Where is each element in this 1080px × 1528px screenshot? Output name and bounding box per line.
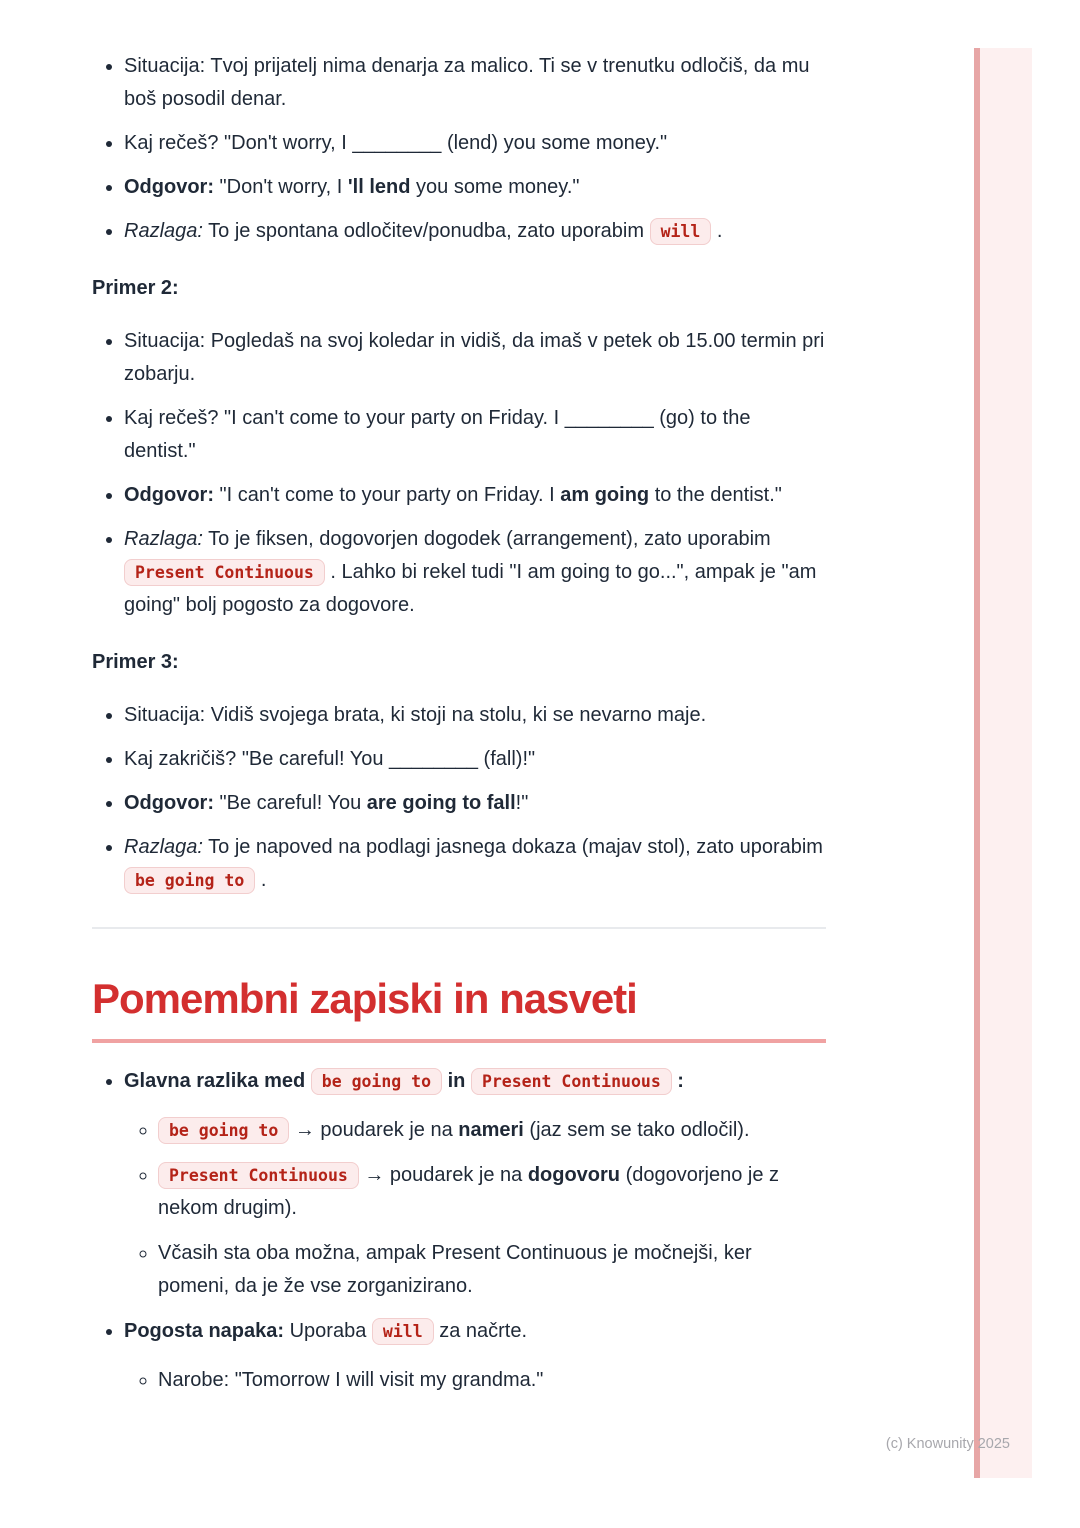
list-item	[124, 699, 826, 732]
list-item-text: "Don't worry, I	[214, 176, 348, 198]
answer-highlight: 'll lend	[347, 176, 411, 198]
list-item-text: "Be careful! You	[214, 792, 367, 814]
list-item-text: Situacija: Tvoj prijatelj nima denarja za malico. Ti se v trenutku odločiš, da mu boš posodil denar.	[124, 55, 810, 110]
sub-list-item	[158, 1237, 826, 1303]
answer-label: Odgovor:	[124, 484, 214, 506]
notes-list	[92, 1065, 826, 1397]
page-title: Pomembni zapiski in nasveti	[92, 975, 826, 1043]
list-item-text: To je spontana odločitev/ponudba, zato uporabim	[202, 220, 650, 242]
list-item-text: Kaj zakričiš? "Be careful! You ________ (fall)!"	[124, 748, 536, 770]
inline-code-tag: be going to	[124, 867, 255, 894]
sub-item-text: (jaz sem se tako odločil).	[523, 1119, 750, 1141]
sub-list-item	[158, 1364, 826, 1397]
inline-code-tag: be going to	[158, 1117, 289, 1144]
list-item	[124, 743, 826, 776]
list-item-text: Situacija: Pogledaš na svoj koledar in vidiš, da imaš v petek ob 15.00 termin pri zobarju.	[124, 330, 825, 385]
section-divider	[92, 927, 826, 929]
note-label: Glavna razlika med	[124, 1070, 311, 1092]
note-text: :	[671, 1070, 684, 1092]
notes-sublist	[124, 1114, 826, 1303]
sub-item-text: Narobe: "Tomorrow I will visit my grandma."	[158, 1369, 544, 1391]
list-item-text: To je napoved na podlagi jasnega dokaza (majav stol), zato uporabim	[202, 836, 823, 858]
list-item-text: "I can't come to your party on Friday. I	[214, 484, 561, 506]
inline-code-tag: Present Continuous	[158, 1162, 359, 1189]
answer-highlight: am going	[560, 484, 650, 506]
inline-code-tag: will	[650, 218, 712, 245]
document-content	[92, 50, 826, 1409]
notes-sublist	[124, 1364, 826, 1397]
side-accent-band	[980, 48, 1032, 1478]
list-item-text: !"	[515, 792, 529, 814]
explanation-label: Razlaga:	[124, 528, 203, 550]
primer2-heading: Primer 2:	[92, 277, 179, 299]
sub-item-text: → poudarek je na	[289, 1119, 459, 1141]
list-item	[124, 50, 826, 116]
list-item	[124, 1315, 826, 1397]
sub-item-text: (dogovorjeno je z nekom drugim).	[158, 1164, 780, 1219]
sub-item-text: → poudarek je na	[358, 1164, 528, 1186]
list-item	[124, 1065, 826, 1303]
note-label: Pogosta napaka:	[124, 1320, 285, 1342]
note-text: in	[442, 1070, 471, 1092]
note-text: za načrte.	[433, 1320, 528, 1342]
list-item-text: Situacija: Vidiš svojega brata, ki stoji na stolu, ki se nevarno maje.	[124, 704, 707, 726]
primer3-list	[92, 699, 826, 897]
list-item	[124, 325, 826, 391]
sub-list-item	[158, 1159, 826, 1225]
list-item-text: to the dentist."	[649, 484, 782, 506]
answer-highlight: are going to fall	[366, 792, 516, 814]
list-item	[124, 523, 826, 622]
list-item-text: . Lahko bi rekel tudi "I am going to go...", ampak je "am going" bolj pogosto za dogovore.	[124, 561, 817, 616]
primer3-heading: Primer 3:	[92, 651, 179, 673]
explanation-label: Razlaga:	[124, 220, 203, 242]
list-item	[124, 479, 826, 512]
list-item	[124, 215, 826, 248]
list-item-text: .	[711, 220, 723, 242]
list-item	[124, 402, 826, 468]
list-item-text: you some money."	[410, 176, 580, 198]
answer-label: Odgovor:	[124, 792, 214, 814]
inline-code-tag: Present Continuous	[124, 559, 325, 586]
list-item-text: Kaj rečeš? "I can't come to your party on Friday. I ________ (go) to the dentist."	[124, 407, 751, 462]
list-item	[124, 127, 826, 160]
primer2-list	[92, 325, 826, 622]
inline-code-tag: will	[372, 1318, 434, 1345]
sub-item-highlight: nameri	[458, 1119, 524, 1141]
explanation-label: Razlaga:	[124, 836, 203, 858]
sub-item-highlight: dogovoru	[527, 1164, 621, 1186]
answer-label: Odgovor:	[124, 176, 214, 198]
inline-code-tag: be going to	[311, 1068, 442, 1095]
sub-item-text: Včasih sta oba možna, ampak Present Continuous je močnejši, ker pomeni, da je že vse zorganizirano.	[158, 1242, 752, 1297]
list-item-text: .	[255, 869, 267, 891]
primer1-list	[92, 50, 826, 248]
list-item-text: Kaj rečeš? "Don't worry, I ________ (lend) you some money."	[124, 132, 668, 154]
note-text: Uporaba	[284, 1320, 372, 1342]
list-item	[124, 787, 826, 820]
side-accent-line	[974, 48, 980, 1478]
list-item	[124, 831, 826, 897]
list-item	[124, 171, 826, 204]
sub-list-item	[158, 1114, 826, 1147]
list-item-text: To je fiksen, dogovorjen dogodek (arrangement), zato uporabim	[202, 528, 771, 550]
inline-code-tag: Present Continuous	[471, 1068, 672, 1095]
footer-copyright: (c) Knowunity 2025	[885, 1436, 1010, 1452]
